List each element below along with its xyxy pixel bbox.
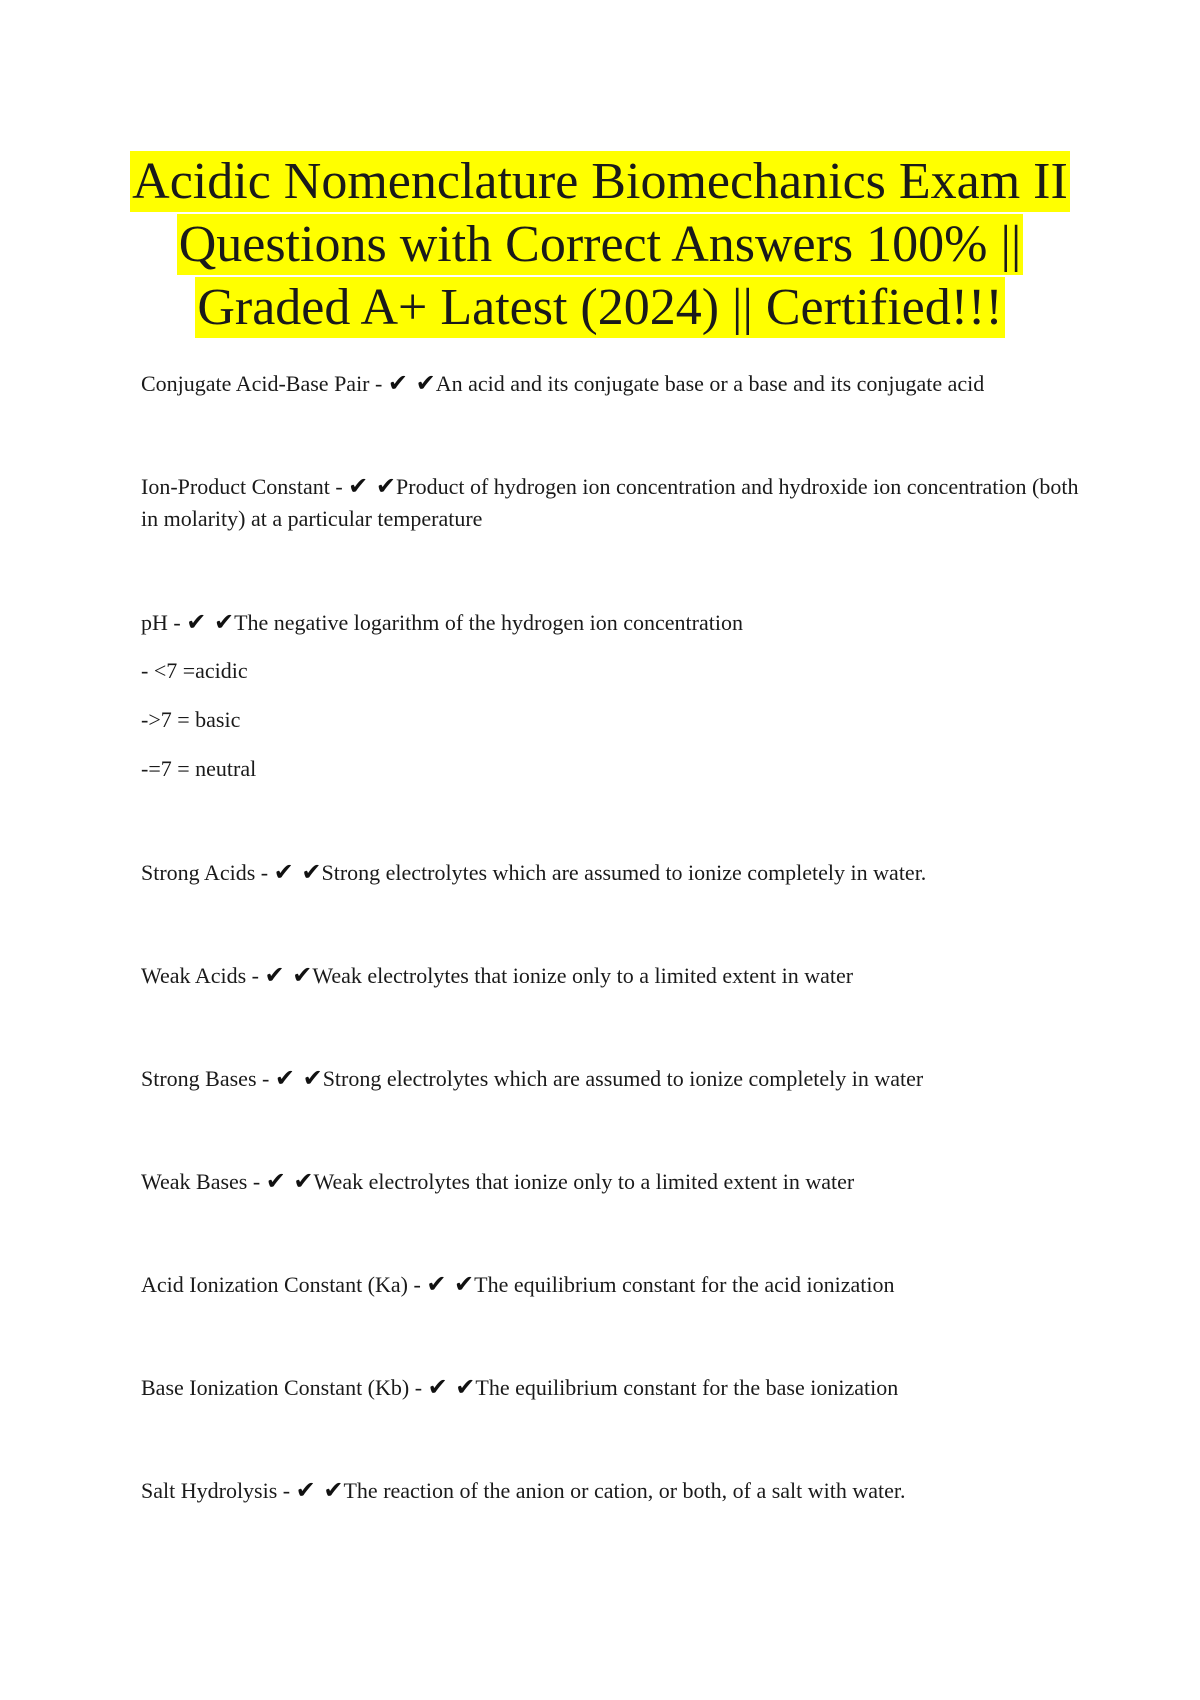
- entry-weak-acids: [141, 959, 1081, 992]
- double-check-icon: ✔ ✔: [295, 1476, 344, 1504]
- ph-note-neutral: -=7 = neutral: [141, 756, 257, 781]
- double-check-icon: ✔ ✔: [427, 1373, 476, 1401]
- entry-answer: The equilibrium constant for the acid ionization: [474, 1272, 895, 1297]
- double-check-icon: ✔ ✔: [387, 369, 436, 397]
- double-check-icon: ✔ ✔: [264, 961, 313, 989]
- double-check-icon: ✔ ✔: [186, 608, 235, 636]
- entry-answer: Weak electrolytes that ionize only to a limited extent in water: [312, 963, 854, 988]
- entry-answer: Weak electrolytes that ionize only to a limited extent in water: [313, 1169, 855, 1194]
- title-highlight: Acidic Nomenclature Biomechanics Exam II Questions with Correct Answers 100% || Graded A+ Latest (2024) || Certified!!!: [132, 153, 1068, 336]
- entry-acid-ionization-constant: [141, 1268, 1081, 1301]
- entry-ph: [141, 606, 1081, 639]
- entry-term: Base Ionization Constant (Kb) -: [141, 1375, 428, 1400]
- entry-term: Salt Hydrolysis -: [141, 1478, 296, 1503]
- double-check-icon: ✔ ✔: [348, 472, 397, 500]
- entry-salt-hydrolysis: [141, 1474, 1081, 1507]
- entry-term: pH -: [141, 610, 187, 635]
- entry-weak-bases: [141, 1165, 1081, 1198]
- entry-term: Weak Acids -: [141, 963, 265, 988]
- entry-answer: The equilibrium constant for the base ionization: [475, 1375, 899, 1400]
- entry-term: Acid Ionization Constant (Ka) -: [141, 1272, 427, 1297]
- entry-answer: The reaction of the anion or cation, or both, of a salt with water.: [343, 1478, 906, 1503]
- entry-term: Ion-Product Constant -: [141, 474, 349, 499]
- document-title: [120, 150, 1080, 339]
- entry-conjugate-acid-base-pair: [141, 367, 1081, 400]
- entry-strong-acids: [141, 856, 1081, 889]
- double-check-icon: ✔ ✔: [274, 1064, 323, 1092]
- entry-ion-product-constant: [141, 470, 1081, 535]
- entry-strong-bases: [141, 1062, 1081, 1095]
- entry-term: Strong Acids -: [141, 860, 274, 885]
- entry-answer: Strong electrolytes which are assumed to ionize completely in water: [322, 1066, 924, 1091]
- entry-answer: An acid and its conjugate base or a base and its conjugate acid: [435, 371, 985, 396]
- entry-term: Weak Bases -: [141, 1169, 266, 1194]
- entry-answer: Strong electrolytes which are assumed to ionize completely in water.: [321, 860, 927, 885]
- double-check-icon: ✔ ✔: [273, 858, 322, 886]
- entry-base-ionization-constant: [141, 1371, 1081, 1404]
- entry-term: Strong Bases -: [141, 1066, 275, 1091]
- ph-note-basic: ->7 = basic: [141, 707, 241, 732]
- double-check-icon: ✔ ✔: [426, 1270, 475, 1298]
- entry-answer: Product of hydrogen ion concentration and hydroxide ion concentration (both in molarity) at a particular temperature: [141, 474, 1079, 531]
- entry-term: Conjugate Acid-Base Pair -: [141, 371, 388, 396]
- ph-note-acidic: - <7 =acidic: [141, 658, 248, 683]
- double-check-icon: ✔ ✔: [265, 1167, 314, 1195]
- entry-answer: The negative logarithm of the hydrogen ion concentration: [234, 610, 743, 635]
